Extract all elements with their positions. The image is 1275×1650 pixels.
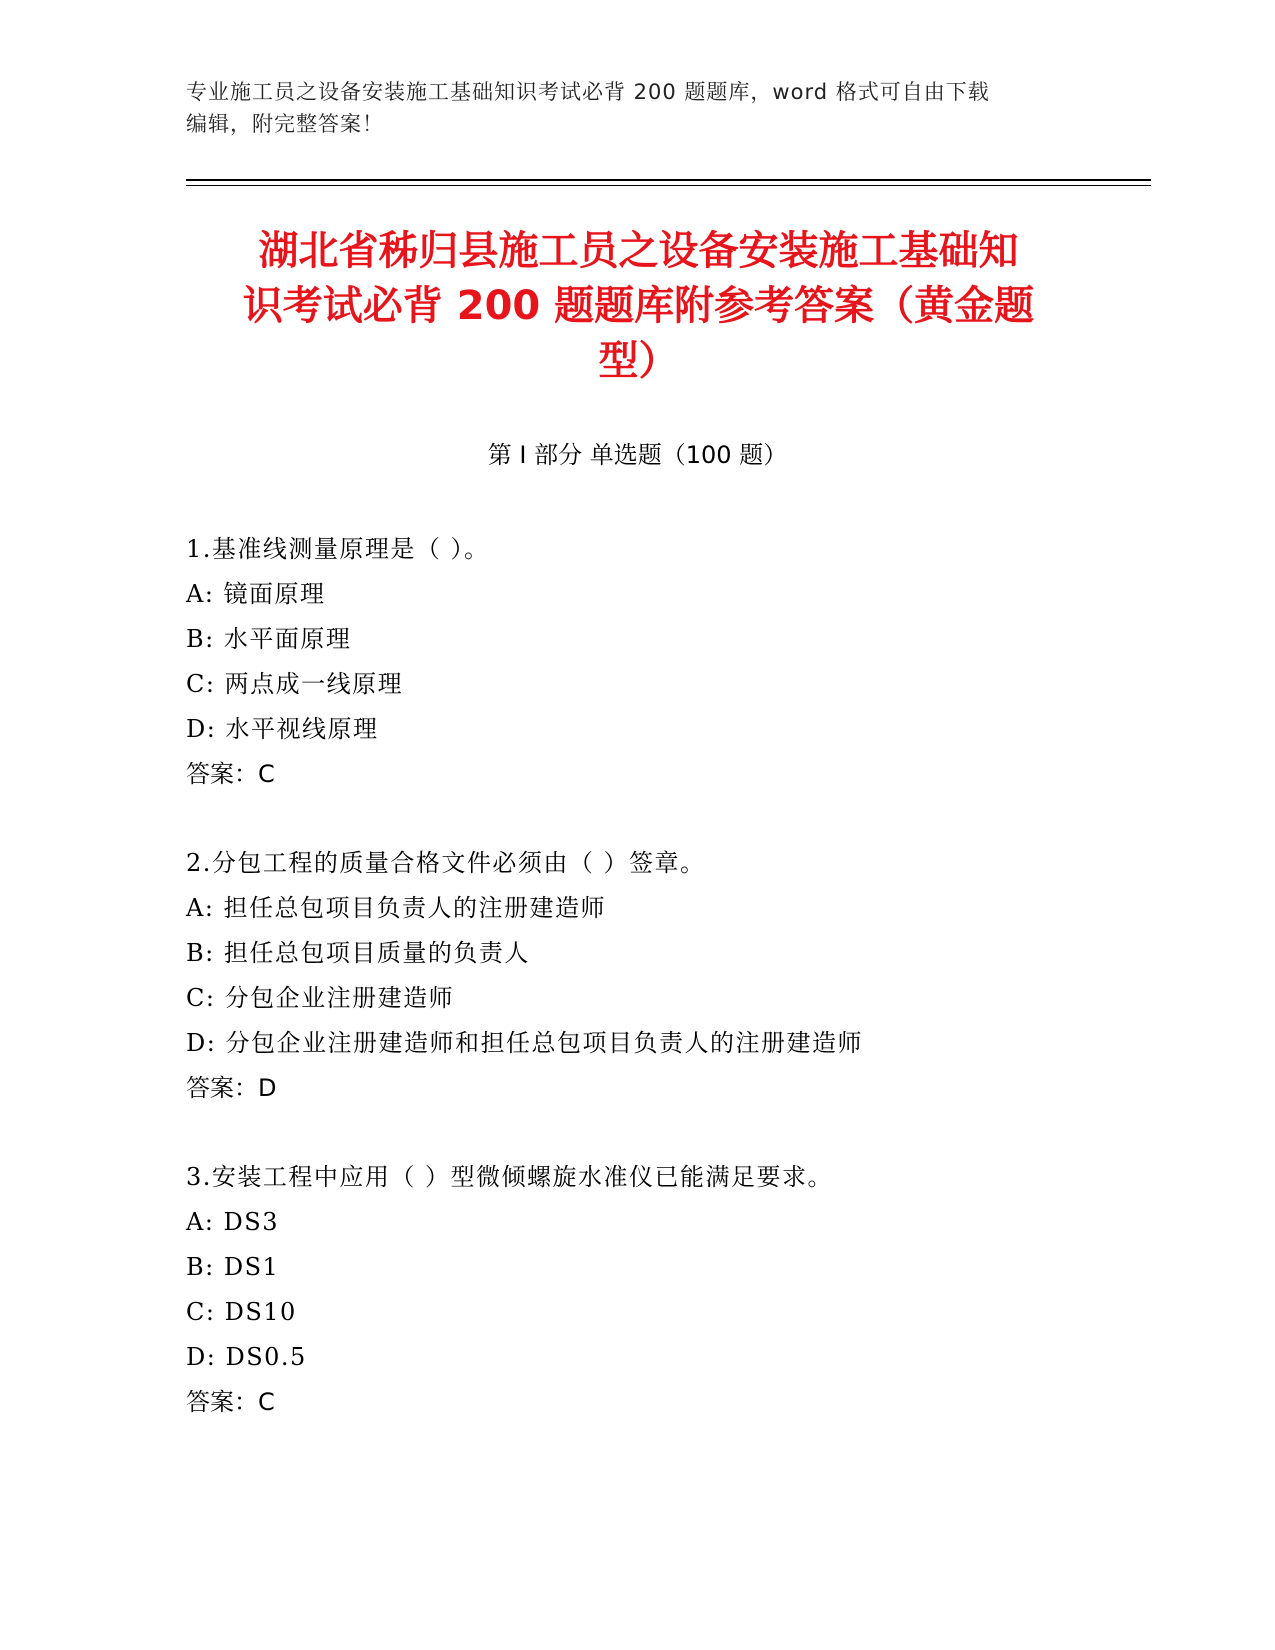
header-divider-thick	[186, 179, 1151, 181]
option-d: D: DS0.5	[186, 1343, 307, 1371]
question-item-3	[186, 1155, 1146, 1425]
header-note-line-2: 编辑，附完整答案！	[186, 112, 384, 136]
option-d: D: 水平视线原理	[186, 715, 379, 743]
option-a: A: 担任总包项目负责人的注册建造师	[186, 894, 607, 922]
option-c: C: DS10	[186, 1298, 297, 1326]
header-note-line-1: 专业施工员之设备安装施工基础知识考试必背 200 题题库，word 格式可自由下载	[186, 80, 990, 104]
option-b: B: 水平面原理	[186, 625, 352, 653]
option-c: C: 两点成一线原理	[186, 670, 404, 698]
document-title-line-3: 型）	[598, 338, 679, 384]
question-stem: 2.分包工程的质量合格文件必须由（ ）签章。	[186, 849, 706, 877]
option-c: C: 分包企业注册建造师	[186, 984, 455, 1012]
answer-key: 答案：C	[186, 1388, 275, 1416]
option-a: A: DS3	[186, 1208, 279, 1236]
option-b: B: DS1	[186, 1253, 280, 1281]
question-stem: 3.安装工程中应用（ ）型微倾螺旋水准仪已能满足要求。	[186, 1163, 834, 1191]
document-title-line-2: 识考试必背 200 题题库附参考答案（黄金题	[242, 283, 1035, 329]
header-divider-thin	[186, 185, 1151, 186]
option-b: B: 担任总包项目质量的负责人	[186, 939, 530, 967]
question-item-1	[186, 527, 1146, 797]
document-title-line-1: 湖北省秭归县施工员之设备安装施工基础知	[258, 228, 1019, 274]
header-note	[186, 76, 1066, 140]
section-heading: 第 I 部分 单选题（100 题）	[487, 441, 788, 469]
question-list	[186, 527, 1146, 1469]
answer-key: 答案：C	[186, 760, 275, 788]
option-a: A: 镜面原理	[186, 580, 326, 608]
document-title	[186, 224, 1091, 389]
question-item-2	[186, 841, 1146, 1111]
question-stem: 1.基准线测量原理是（ ）。	[186, 535, 490, 563]
answer-key: 答案：D	[186, 1074, 277, 1102]
option-d: D: 分包企业注册建造师和担任总包项目负责人的注册建造师	[186, 1029, 863, 1057]
